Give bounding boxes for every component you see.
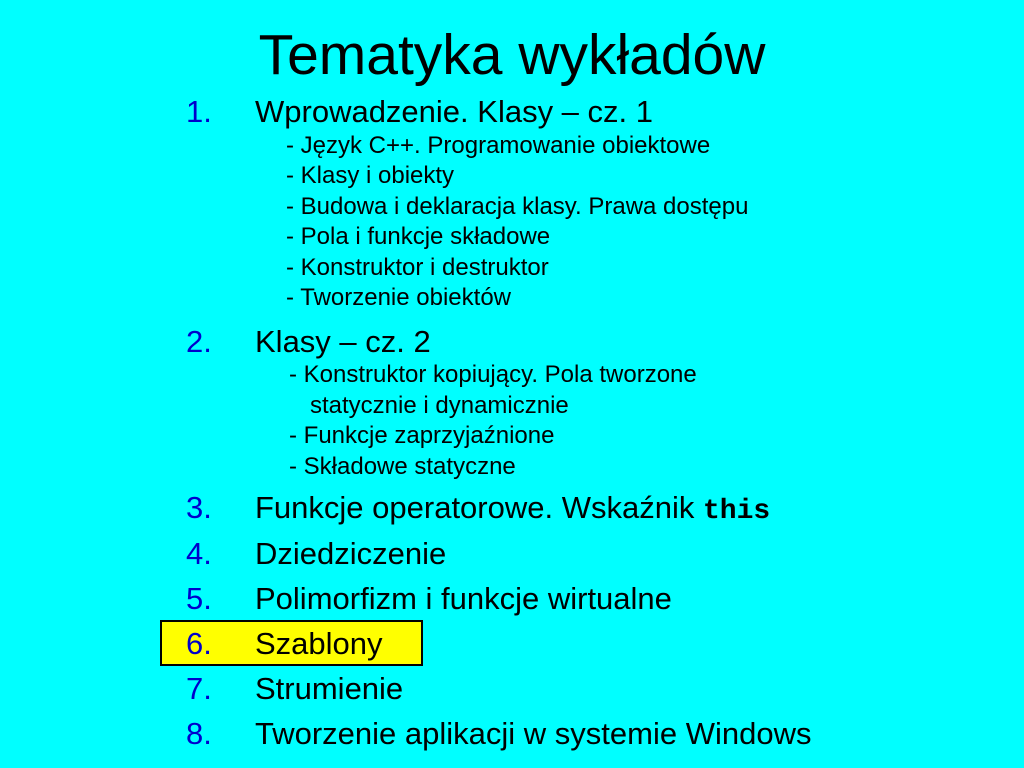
sub-item: - Funkcje zaprzyjaźnione xyxy=(289,422,555,449)
item-label: Polimorfizm i funkcje wirtualne xyxy=(255,581,672,616)
item-label: Tworzenie aplikacji w systemie Windows xyxy=(255,716,812,751)
item-label: Wprowadzenie. Klasy – cz. 1 xyxy=(255,94,654,129)
sub-item: - Język C++. Programowanie obiektowe xyxy=(286,132,711,159)
item-label: Strumienie xyxy=(255,671,404,706)
item-number: 2. xyxy=(186,324,212,359)
sub-item: - Składowe statyczne xyxy=(289,453,516,480)
item-label: Dziedziczenie xyxy=(255,536,447,571)
sub-item: statycznie i dynamicznie xyxy=(310,392,569,419)
item-number: 1. xyxy=(186,94,212,129)
item-number: 7. xyxy=(186,671,212,706)
item-label-text: Funkcje operatorowe. Wskaźnik xyxy=(255,490,695,525)
slide-title: Tematyka wykładów xyxy=(258,23,766,87)
keyword-this: this xyxy=(702,496,771,527)
sub-item: - Konstruktor kopiujący. Pola tworzone xyxy=(289,361,697,388)
item-number: 5. xyxy=(186,581,212,616)
item-label: Szablony xyxy=(255,626,383,661)
sub-item: - Konstruktor i destruktor xyxy=(286,254,549,281)
item-number: 3. xyxy=(186,490,212,525)
sub-item: - Pola i funkcje składowe xyxy=(286,223,551,250)
item-label: Klasy – cz. 2 xyxy=(255,324,431,359)
item-number: 8. xyxy=(186,716,212,751)
item-number: 4. xyxy=(186,536,212,571)
item-label xyxy=(255,487,770,533)
item-number: 6. xyxy=(186,626,212,661)
sub-item: - Budowa i deklaracja klasy. Prawa dostępu xyxy=(286,193,749,220)
sub-item: - Klasy i obiekty xyxy=(286,162,455,189)
sub-item: - Tworzenie obiektów xyxy=(286,284,511,311)
